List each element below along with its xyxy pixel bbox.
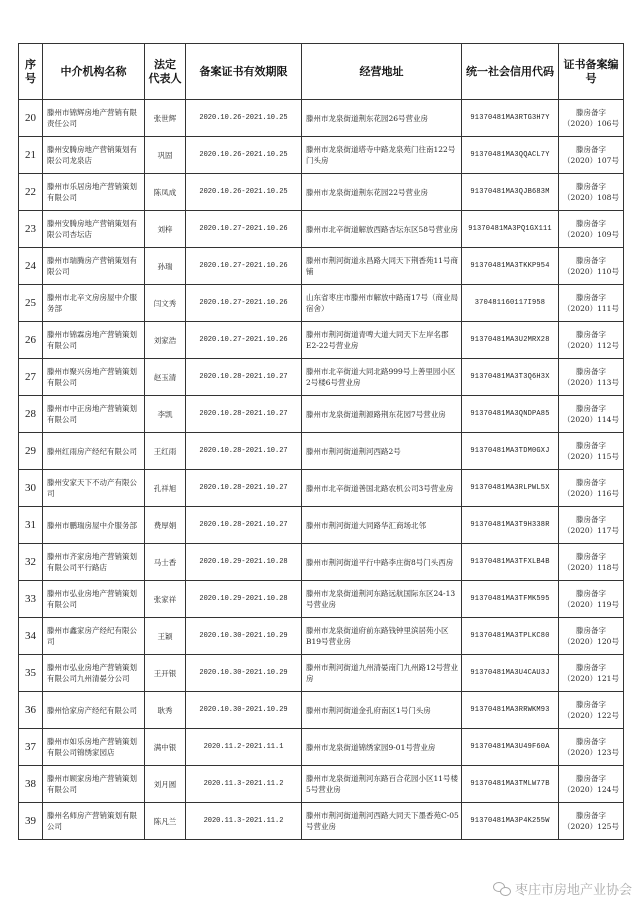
row-cert-number: 滕房备字（2020）112号 bbox=[559, 322, 624, 359]
row-business-address: 滕州市荆河街道荆河西路大同天下墨香苑C-05号营业房 bbox=[302, 803, 462, 840]
row-seq-number: 31 bbox=[19, 507, 43, 544]
row-cert-number: 滕房备字（2020）124号 bbox=[559, 766, 624, 803]
row-credit-code: 91370481MA3RLPWL5X bbox=[462, 470, 559, 507]
row-credit-code: 91370481MA3TMLW77B bbox=[462, 766, 559, 803]
row-business-address: 滕州市荆河街道荆河西路2号 bbox=[302, 433, 462, 470]
row-validity-period: 2020.10.27-2021.10.26 bbox=[186, 322, 302, 359]
header-legal-rep: 法定 代表人 bbox=[145, 44, 186, 100]
row-seq-number: 20 bbox=[19, 100, 43, 137]
row-agency-name: 滕州市瑞腾房产营销策划有限公司 bbox=[43, 248, 145, 285]
table-row bbox=[19, 359, 624, 396]
row-agency-name: 滕州恰家房产经纪有限公司 bbox=[43, 692, 145, 729]
row-validity-period: 2020.10.28-2021.10.27 bbox=[186, 396, 302, 433]
row-cert-number: 滕房备字（2020）118号 bbox=[559, 544, 624, 581]
row-agency-name: 滕州名师房产营销策划有限公司 bbox=[43, 803, 145, 840]
table-row bbox=[19, 174, 624, 211]
table-row bbox=[19, 100, 624, 137]
row-business-address: 滕州市龙泉街道荆河东路百合花园小区11号楼5号营业房 bbox=[302, 766, 462, 803]
row-business-address: 滕州市龙泉街道荆河东路远航国际东区24-13号营业房 bbox=[302, 581, 462, 618]
row-legal-rep: 李凯 bbox=[145, 396, 186, 433]
row-agency-name: 滕州市鹏瑞房屋中介服务部 bbox=[43, 507, 145, 544]
row-legal-rep: 马士香 bbox=[145, 544, 186, 581]
row-agency-name: 滕州安腾房地产营销策划有限公司龙泉店 bbox=[43, 137, 145, 174]
row-business-address: 滕州市北辛街道善国北路农机公司3号营业房 bbox=[302, 470, 462, 507]
row-credit-code: 91370481MA3QNDPA85 bbox=[462, 396, 559, 433]
row-legal-rep: 王红雨 bbox=[145, 433, 186, 470]
row-validity-period: 2020.10.28-2021.10.27 bbox=[186, 359, 302, 396]
row-validity-period: 2020.10.27-2021.10.26 bbox=[186, 285, 302, 322]
row-validity-period: 2020.10.29-2021.10.28 bbox=[186, 581, 302, 618]
row-business-address: 滕州市荆河街道青啤大道大同天下左岸名郡E2-22号营业房 bbox=[302, 322, 462, 359]
row-seq-number: 28 bbox=[19, 396, 43, 433]
row-business-address: 滕州市龙泉街道府前东路钱钟里滨居苑小区B19号营业房 bbox=[302, 618, 462, 655]
row-legal-rep: 耿秀 bbox=[145, 692, 186, 729]
row-credit-code: 91370481MA3T3Q6H3X bbox=[462, 359, 559, 396]
row-credit-code: 91370481MA3TDM0GXJ bbox=[462, 433, 559, 470]
header-validity-period: 备案证书有效期限 bbox=[186, 44, 302, 100]
table-row bbox=[19, 766, 624, 803]
row-seq-number: 23 bbox=[19, 211, 43, 248]
table-row bbox=[19, 285, 624, 322]
row-validity-period: 2020.10.26-2021.10.25 bbox=[186, 174, 302, 211]
row-legal-rep: 王开银 bbox=[145, 655, 186, 692]
row-validity-period: 2020.10.27-2021.10.26 bbox=[186, 248, 302, 285]
row-business-address: 滕州市龙泉街道荆源路荆东花园7号营业房 bbox=[302, 396, 462, 433]
row-legal-rep: 孔祥旭 bbox=[145, 470, 186, 507]
row-agency-name: 滕州市齐家房地产营销策划有限公司平行路店 bbox=[43, 544, 145, 581]
row-agency-name: 滕州市锦霖房地产营销策划有限公司 bbox=[43, 322, 145, 359]
row-seq-number: 34 bbox=[19, 618, 43, 655]
row-business-address: 滕州市龙泉街道荆东花园26号营业房 bbox=[302, 100, 462, 137]
row-cert-number: 滕房备字（2020）106号 bbox=[559, 100, 624, 137]
row-legal-rep: 巩固 bbox=[145, 137, 186, 174]
row-agency-name: 滕州红雨房产经纪有限公司 bbox=[43, 433, 145, 470]
row-seq-number: 27 bbox=[19, 359, 43, 396]
row-credit-code: 91370481MA3U2MRX28 bbox=[462, 322, 559, 359]
table-row bbox=[19, 618, 624, 655]
row-credit-code: 91370481MA3TFXLB4B bbox=[462, 544, 559, 581]
row-seq-number: 35 bbox=[19, 655, 43, 692]
row-legal-rep: 张世辉 bbox=[145, 100, 186, 137]
row-legal-rep: 刘月圆 bbox=[145, 766, 186, 803]
header-business-address: 经营地址 bbox=[302, 44, 462, 100]
row-validity-period: 2020.10.26-2021.10.25 bbox=[186, 100, 302, 137]
row-cert-number: 滕房备字（2020）111号 bbox=[559, 285, 624, 322]
row-agency-name: 滕州安家天下不动产有限公司 bbox=[43, 470, 145, 507]
table-row bbox=[19, 470, 624, 507]
table-row bbox=[19, 803, 624, 840]
table-row bbox=[19, 692, 624, 729]
row-cert-number: 滕房备字（2020）108号 bbox=[559, 174, 624, 211]
row-cert-number: 滕房备字（2020）116号 bbox=[559, 470, 624, 507]
row-legal-rep: 陈凤成 bbox=[145, 174, 186, 211]
table-row bbox=[19, 581, 624, 618]
row-business-address: 滕州市龙泉街道荆东花园22号营业房 bbox=[302, 174, 462, 211]
row-business-address: 滕州市龙泉街道锦绣家园9-01号营业房 bbox=[302, 729, 462, 766]
row-cert-number: 滕房备字（2020）119号 bbox=[559, 581, 624, 618]
header-seq: 序 号 bbox=[19, 44, 43, 100]
row-validity-period: 2020.10.30-2021.10.29 bbox=[186, 655, 302, 692]
row-seq-number: 24 bbox=[19, 248, 43, 285]
row-agency-name: 滕州市北辛文房房屋中介服务部 bbox=[43, 285, 145, 322]
header-agency-name: 中介机构名称 bbox=[43, 44, 145, 100]
row-seq-number: 38 bbox=[19, 766, 43, 803]
table-row bbox=[19, 433, 624, 470]
table-row bbox=[19, 655, 624, 692]
row-seq-number: 33 bbox=[19, 581, 43, 618]
row-business-address: 山东省枣庄市滕州市解放中路南17号（商业局宿舍） bbox=[302, 285, 462, 322]
table-header-row bbox=[19, 44, 624, 100]
row-seq-number: 37 bbox=[19, 729, 43, 766]
row-credit-code: 91370481MA3TPLKC80 bbox=[462, 618, 559, 655]
row-seq-number: 22 bbox=[19, 174, 43, 211]
row-cert-number: 滕房备字（2020）115号 bbox=[559, 433, 624, 470]
row-agency-name: 滕州安腾房地产营销策划有限公司杏坛店 bbox=[43, 211, 145, 248]
row-validity-period: 2020.10.27-2021.10.26 bbox=[186, 211, 302, 248]
row-cert-number: 滕房备字（2020）117号 bbox=[559, 507, 624, 544]
publisher-watermark bbox=[493, 879, 632, 898]
filing-table-sheet bbox=[18, 43, 623, 840]
row-credit-code: 91370481MA3RTG3H7Y bbox=[462, 100, 559, 137]
table-row bbox=[19, 507, 624, 544]
row-seq-number: 30 bbox=[19, 470, 43, 507]
row-legal-rep: 满中银 bbox=[145, 729, 186, 766]
row-validity-period: 2020.10.28-2021.10.27 bbox=[186, 470, 302, 507]
row-credit-code: 91370481MA3T9H338R bbox=[462, 507, 559, 544]
row-business-address: 滕州市荆河街道九州清晏南门九州路12号营业房 bbox=[302, 655, 462, 692]
row-validity-period: 2020.10.30-2021.10.29 bbox=[186, 692, 302, 729]
row-seq-number: 32 bbox=[19, 544, 43, 581]
row-agency-name: 滕州市锦辉房地产营销有限责任公司 bbox=[43, 100, 145, 137]
row-cert-number: 滕房备字（2020）123号 bbox=[559, 729, 624, 766]
row-cert-number: 滕房备字（2020）109号 bbox=[559, 211, 624, 248]
row-business-address: 滕州市龙泉街道塔寺中路龙泉苑门往南122号门头房 bbox=[302, 137, 462, 174]
row-cert-number: 滕房备字（2020）122号 bbox=[559, 692, 624, 729]
row-legal-rep: 孙瑞 bbox=[145, 248, 186, 285]
row-agency-name: 滕州市顾家房地产营销策划有限公司 bbox=[43, 766, 145, 803]
row-cert-number: 滕房备字（2020）114号 bbox=[559, 396, 624, 433]
table-row bbox=[19, 396, 624, 433]
row-validity-period: 2020.10.28-2021.10.27 bbox=[186, 507, 302, 544]
row-validity-period: 2020.10.26-2021.10.25 bbox=[186, 137, 302, 174]
row-credit-code: 91370481MA3QQACL7Y bbox=[462, 137, 559, 174]
row-legal-rep: 张家祥 bbox=[145, 581, 186, 618]
row-legal-rep: 陈凡兰 bbox=[145, 803, 186, 840]
row-validity-period: 2020.10.29-2021.10.28 bbox=[186, 544, 302, 581]
row-credit-code: 91370481MA3U4CAU3J bbox=[462, 655, 559, 692]
row-credit-code: 91370481MA3PQ1GX111 bbox=[462, 211, 559, 248]
row-agency-name: 滕州市乐居房地产营销策划有限公司 bbox=[43, 174, 145, 211]
row-business-address: 滕州市荆河街道大同路华汇商场北邻 bbox=[302, 507, 462, 544]
row-business-address: 滕州市荆河街道永昌路大同天下荆香苑11号商铺 bbox=[302, 248, 462, 285]
row-cert-number: 滕房备字（2020）110号 bbox=[559, 248, 624, 285]
row-seq-number: 29 bbox=[19, 433, 43, 470]
row-cert-number: 滕房备字（2020）121号 bbox=[559, 655, 624, 692]
watermark-text: 枣庄市房地产业协会 bbox=[514, 883, 632, 898]
row-credit-code: 91370481MA3QJB683M bbox=[462, 174, 559, 211]
row-cert-number: 滕房备字（2020）107号 bbox=[559, 137, 624, 174]
table-row bbox=[19, 322, 624, 359]
row-agency-name: 滕州市鑫家房产经纪有限公司 bbox=[43, 618, 145, 655]
row-cert-number: 滕房备字（2020）125号 bbox=[559, 803, 624, 840]
row-seq-number: 39 bbox=[19, 803, 43, 840]
table-row bbox=[19, 248, 624, 285]
table-row bbox=[19, 729, 624, 766]
row-seq-number: 36 bbox=[19, 692, 43, 729]
row-legal-rep: 闫文秀 bbox=[145, 285, 186, 322]
header-cert-number: 证书备案编号 bbox=[559, 44, 624, 100]
row-credit-code: 91370481MA3P4K255W bbox=[462, 803, 559, 840]
row-agency-name: 滕州市中正房地产营销策划有限公司 bbox=[43, 396, 145, 433]
row-validity-period: 2020.11.3-2021.11.2 bbox=[186, 766, 302, 803]
row-legal-rep: 刘梓 bbox=[145, 211, 186, 248]
row-agency-name: 滕州市弘业房地产营销策划有限公司九州清晏分公司 bbox=[43, 655, 145, 692]
row-business-address: 滕州市荆河街道金孔府南区1号门头房 bbox=[302, 692, 462, 729]
row-legal-rep: 赵玉清 bbox=[145, 359, 186, 396]
table-body bbox=[19, 100, 624, 840]
row-seq-number: 21 bbox=[19, 137, 43, 174]
row-validity-period: 2020.11.3-2021.11.2 bbox=[186, 803, 302, 840]
row-cert-number: 滕房备字（2020）120号 bbox=[559, 618, 624, 655]
wechat-icon bbox=[493, 882, 511, 896]
row-credit-code: 370481160117I958 bbox=[462, 285, 559, 322]
row-cert-number: 滕房备字（2020）113号 bbox=[559, 359, 624, 396]
row-agency-name: 滕州市聚兴房地产营销策划有限公司 bbox=[43, 359, 145, 396]
row-legal-rep: 费厚娟 bbox=[145, 507, 186, 544]
row-credit-code: 91370481MA3TFMK595 bbox=[462, 581, 559, 618]
table-row bbox=[19, 211, 624, 248]
row-agency-name: 滕州市弘业房地产营销策划有限公司 bbox=[43, 581, 145, 618]
row-business-address: 滕州市北辛街道大同北路999号上善里园小区2号楼6号营业房 bbox=[302, 359, 462, 396]
row-legal-rep: 王颖 bbox=[145, 618, 186, 655]
row-validity-period: 2020.11.2-2021.11.1 bbox=[186, 729, 302, 766]
row-credit-code: 91370481MA3RRWKM93 bbox=[462, 692, 559, 729]
row-validity-period: 2020.10.28-2021.10.27 bbox=[186, 433, 302, 470]
row-business-address: 滕州市荆河街道平行中路李庄街8号门头西房 bbox=[302, 544, 462, 581]
table-row bbox=[19, 137, 624, 174]
row-seq-number: 26 bbox=[19, 322, 43, 359]
row-seq-number: 25 bbox=[19, 285, 43, 322]
row-credit-code: 91370481MA3U49F60A bbox=[462, 729, 559, 766]
row-credit-code: 91370481MA3TKKP954 bbox=[462, 248, 559, 285]
row-legal-rep: 刘家浩 bbox=[145, 322, 186, 359]
header-credit-code: 统一社会信用代码 bbox=[462, 44, 559, 100]
row-validity-period: 2020.10.30-2021.10.29 bbox=[186, 618, 302, 655]
row-business-address: 滕州市北辛街道解放西路杏坛东区58号营业房 bbox=[302, 211, 462, 248]
row-agency-name: 滕州市如乐房地产营销策划有限公司锦绣家园店 bbox=[43, 729, 145, 766]
agency-filing-table bbox=[18, 43, 624, 840]
table-row bbox=[19, 544, 624, 581]
